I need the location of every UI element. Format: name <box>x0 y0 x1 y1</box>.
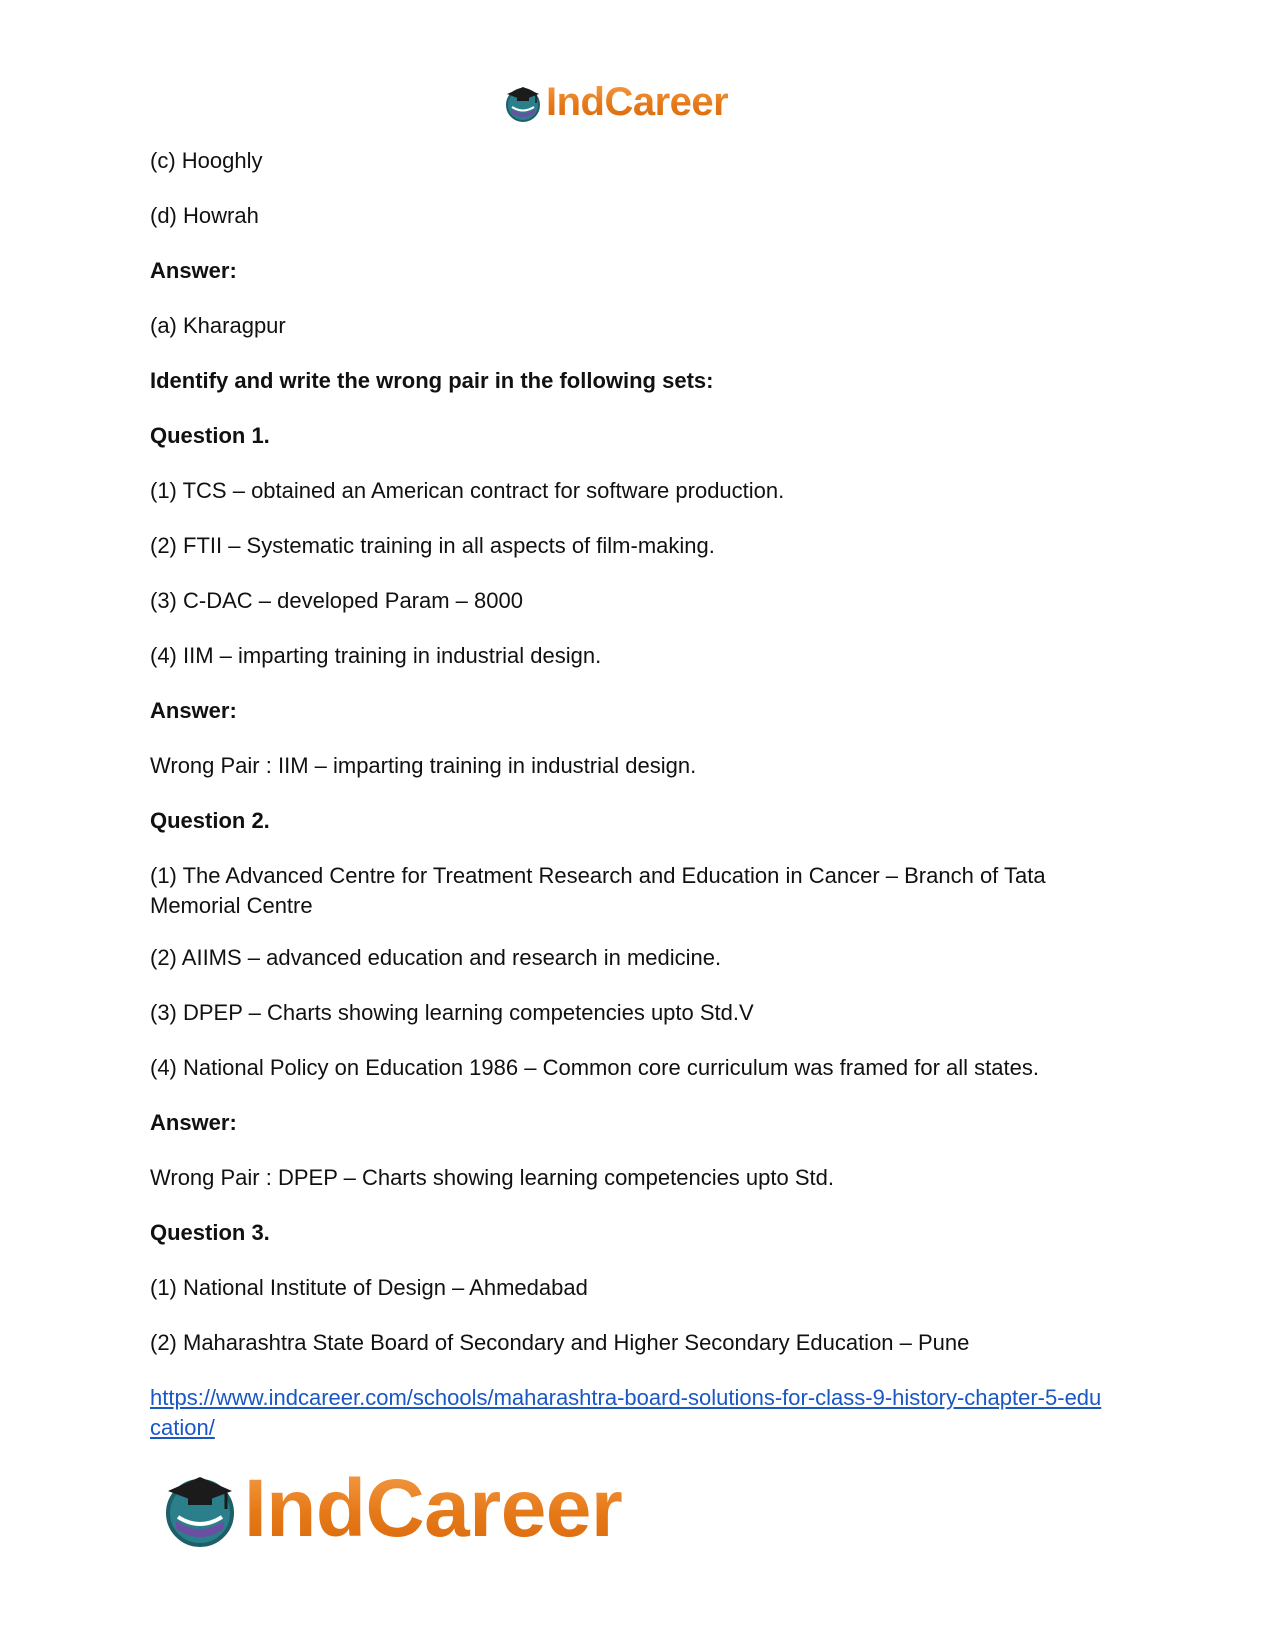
question-1-item: (1) TCS – obtained an American contract for software production. <box>150 478 785 503</box>
graduation-cap-globe-icon <box>160 1469 240 1549</box>
question-2-title: Question 2. <box>150 808 270 833</box>
question-1-answer: Wrong Pair : IIM – imparting training in industrial design. <box>150 753 697 778</box>
section-heading: Identify and write the wrong pair in the following sets: <box>150 368 714 393</box>
answer-label: Answer: <box>150 258 237 283</box>
header-logo-text: IndCareer <box>546 80 729 124</box>
answer-text: (a) Kharagpur <box>150 313 286 338</box>
option-d: (d) Howrah <box>150 203 259 228</box>
question-1-item: (3) C-DAC – developed Param – 8000 <box>150 588 523 613</box>
option-c: (c) Hooghly <box>150 148 263 173</box>
question-2-item: (4) National Policy on Education 1986 – Common core curriculum was framed for all states. <box>150 1055 1039 1080</box>
question-1-title: Question 1. <box>150 423 270 448</box>
footer-logo <box>160 1462 622 1556</box>
question-2-item: (1) The Advanced Centre for Treatment Research and Education in Cancer – Branch of Tata Memorial Centre <box>150 863 1046 918</box>
question-3-item: (2) Maharashtra State Board of Secondary and Higher Secondary Education – Pune <box>150 1330 970 1355</box>
question-2-item: (3) DPEP – Charts showing learning competencies upto Std.V <box>150 1000 754 1025</box>
source-link[interactable]: https://www.indcareer.com/schools/maharashtra-board-solutions-for-class-9-history-chapter-5-education/ <box>150 1385 1102 1440</box>
question-3-item: (1) National Institute of Design – Ahmedabad <box>150 1275 588 1300</box>
question-2-item: (2) AIIMS – advanced education and research in medicine. <box>150 945 722 970</box>
question-3-title: Question 3. <box>150 1220 270 1245</box>
question-1-answer-label: Answer: <box>150 698 237 723</box>
graduation-cap-globe-icon <box>503 83 543 123</box>
question-1-item: (4) IIM – imparting training in industrial design. <box>150 643 602 668</box>
footer-logo-text: IndCareer <box>244 1463 623 1554</box>
question-2-answer-label: Answer: <box>150 1110 237 1135</box>
header-logo <box>503 80 728 125</box>
question-1-item: (2) FTII – Systematic training in all aspects of film-making. <box>150 533 715 558</box>
question-2-answer: Wrong Pair : DPEP – Charts showing learning competencies upto Std. <box>150 1165 834 1190</box>
document-body <box>150 146 1110 1443</box>
